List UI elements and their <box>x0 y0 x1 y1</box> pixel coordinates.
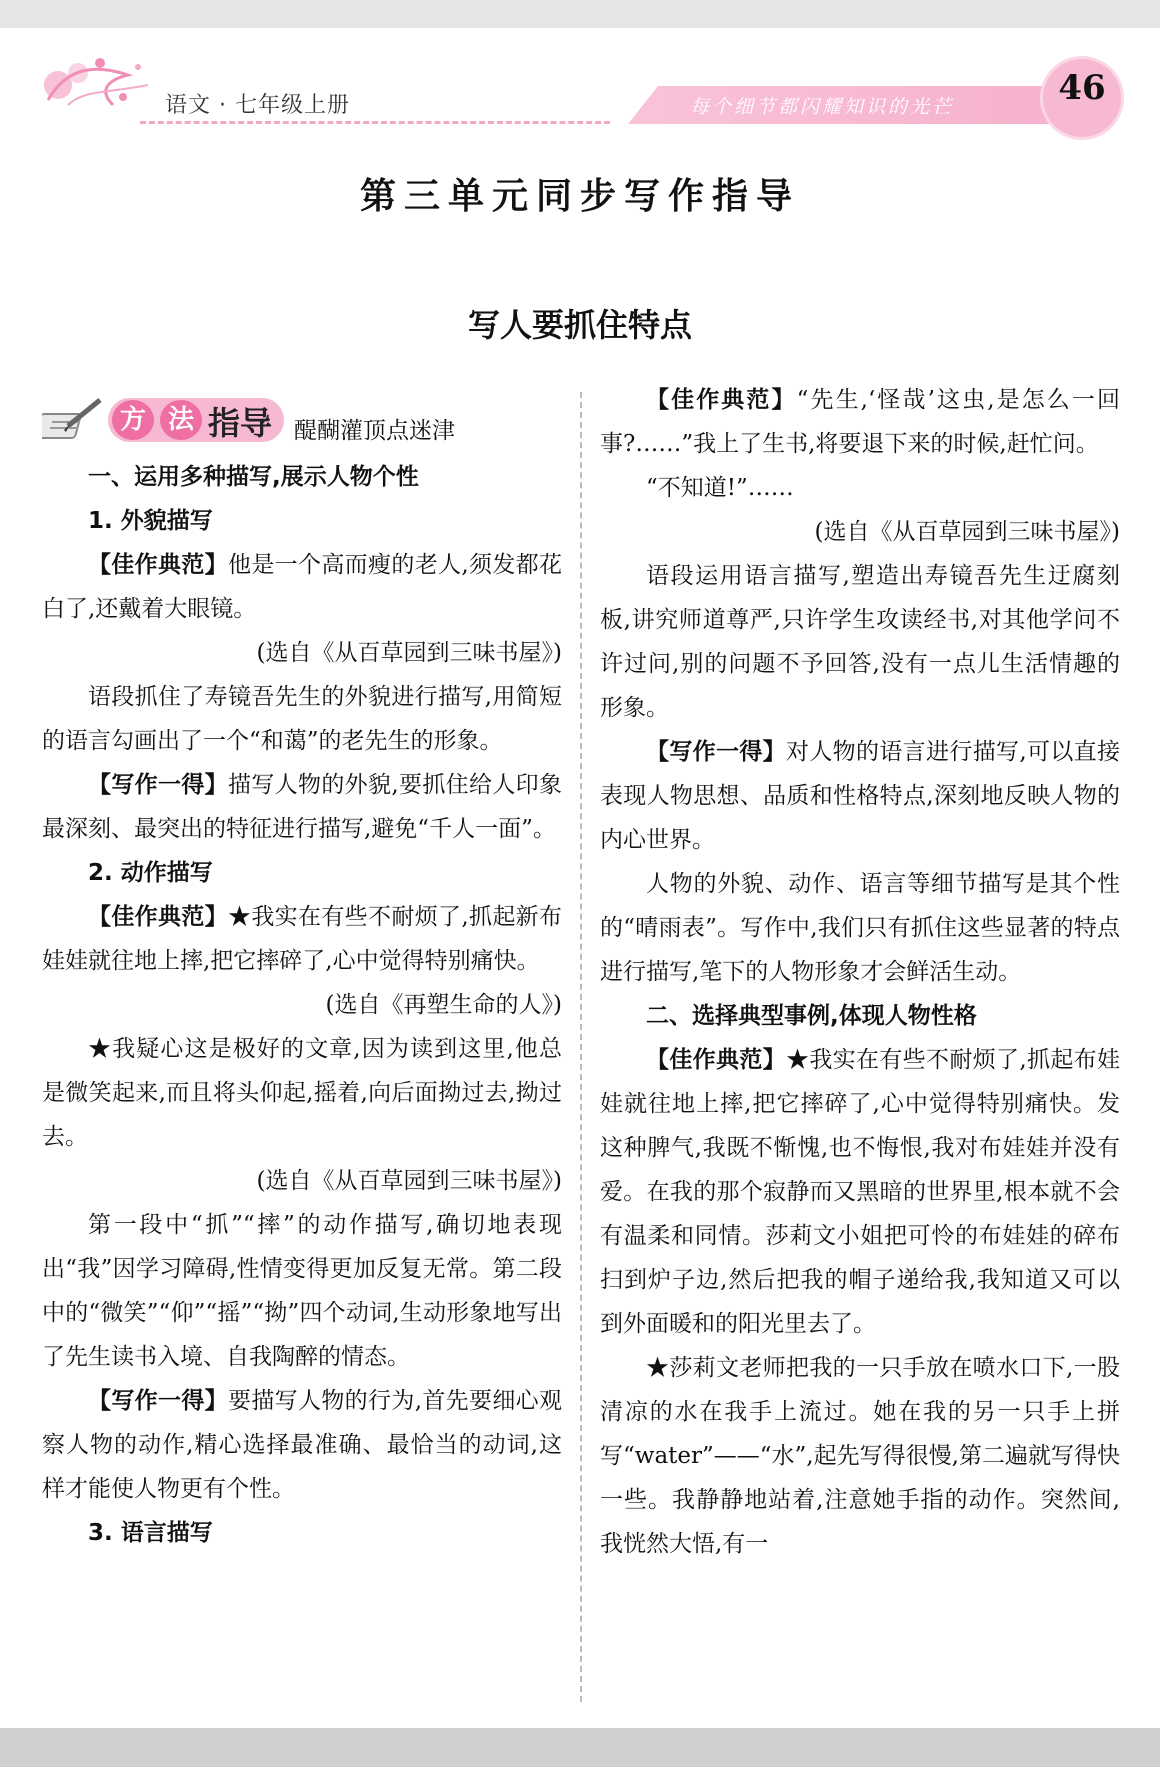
analysis-paragraph: 语段运用语言描写,塑造出寿镜吾先生迂腐刻板,讲究师道尊严,只许学生攻读经书,对其他学问不许过问,别的问题不予回答,没有一点儿生活情趣的形象。 <box>600 563 1120 721</box>
example-tag: 【佳作典范】 <box>88 904 229 930</box>
insight-paragraph <box>600 730 1120 862</box>
insight-text: 对人物的语言进行描写,可以直接表现人物思想、品质和性格特点,深刻地反映人物的内心世界。 <box>600 739 1121 853</box>
section-subtitle: 写人要抓住特点 <box>467 306 692 344</box>
slogan-text: 每个细节都闪耀知识的光芒 <box>690 96 955 118</box>
summary-paragraph: 人物的外貌、动作、语言等细节描写是其个性的“晴雨表”。写作中,我们只有抓住这些显著的特点进行描写,笔下的人物形象才会鲜活生动。 <box>600 871 1120 985</box>
page-number: 46 <box>1058 68 1106 108</box>
example-text: “先生,‘怪哉’这虫,是怎么一回事?……”我上了生书,将要退下来的时候,赶忙问。 <box>600 387 1121 457</box>
insight-tag: 【写作一得】 <box>88 772 229 798</box>
top-shadow <box>0 0 1160 28</box>
pencil-notebook-icon <box>42 396 104 442</box>
example-paragraph <box>600 378 1120 466</box>
flourish-ornament-icon <box>38 45 158 115</box>
source-citation: (选自《再塑生命的人》) <box>325 992 562 1018</box>
insight-text: 描写人物的外貌,要抓住给人印象最深刻、最突出的特征进行描写,避免“千人一面”。 <box>42 772 563 842</box>
insight-tag: 【写作一得】 <box>88 1388 229 1414</box>
bottom-shadow <box>0 1728 1160 1767</box>
badge-char-fang: 方 <box>112 400 154 440</box>
book-subject-label: 语文 · 七年级上册 <box>165 93 350 118</box>
page-title: 第三单元同步写作指导 <box>359 176 800 217</box>
example-paragraph: ★莎莉文老师把我的一只手放在喷水口下,一股清凉的水在我手上流过。她在我的另一只手上拼写“water”——“水”,起先写得很慢,第二遍就写得快一些。我静静地站着,注意她手指的动作。突然间,我恍然大悟,有一 <box>600 1355 1120 1557</box>
subheading-speech: 3. 语言描写 <box>88 1520 213 1546</box>
insight-text: 要描写人物的行为,首先要细心观察人物的动作,精心选择最准确、最恰当的动词,这样才能使人物更有个性。 <box>42 1388 563 1502</box>
example-tag: 【佳作典范】 <box>646 1047 787 1073</box>
method-guide-header <box>42 392 562 452</box>
example-paragraph: ★我疑心这是极好的文章,因为读到这里,他总是微笑起来,而且将头仰起,摇着,向后面拗过去,拗过去。 <box>42 1036 562 1150</box>
analysis-paragraph: 第一段中“抓”“摔”的动作描写,确切地表现出“我”因学习障碍,性情变得更加反复无常。第二段中的“微笑”“仰”“摇”“拗”四个动词,生动形象地写出了先生读书入境、自我陶醉的情态。 <box>42 1212 562 1370</box>
example-tag: 【佳作典范】 <box>88 552 229 578</box>
source-citation: (选自《从百草园到三味书屋》) <box>814 519 1120 545</box>
source-citation: (选自《从百草园到三味书屋》) <box>256 640 562 666</box>
guide-tagline: 醍醐灌顶点迷津 <box>294 418 455 444</box>
insight-tag: 【写作一得】 <box>646 739 787 765</box>
header-dashed-line <box>140 121 610 124</box>
example-text: ★我实在有些不耐烦了,抓起新布娃娃就往地上摔,把它摔碎了,心中觉得特别痛快。 <box>42 904 563 974</box>
example-tag: 【佳作典范】 <box>646 387 797 413</box>
column-divider <box>580 392 582 1702</box>
subheading-appearance: 1. 外貌描写 <box>88 508 213 534</box>
example-text: ★我实在有些不耐烦了,抓起布娃娃就往地上摔,把它摔碎了,心中觉得特别痛快。发这种脾气,我既不惭愧,也不悔恨,我对布娃娃并没有爱。在我的那个寂静而又黑暗的世界里,根本就不会有温柔和同情。莎莉文小姐把可怜的布娃娃的碎布扫到炉子边,然后把我的帽子递给我,我知道又可以到外面暖和的阳光里去了。 <box>600 1047 1121 1337</box>
example-paragraph <box>600 1038 1120 1346</box>
right-column <box>600 378 1120 1566</box>
left-column <box>42 455 562 1555</box>
subheading-action: 2. 动作描写 <box>88 860 213 886</box>
example-paragraph: “不知道!”…… <box>646 475 794 501</box>
source-citation: (选自《从百草园到三味书屋》) <box>256 1168 562 1194</box>
insight-paragraph <box>42 763 562 851</box>
example-paragraph <box>42 895 562 983</box>
example-paragraph <box>42 543 562 631</box>
example-text: 他是一个高而瘦的老人,须发都花白了,还戴着大眼镜。 <box>42 552 563 622</box>
analysis-paragraph: 语段抓住了寿镜吾先生的外貌进行描写,用简短的语言勾画出了一个“和蔼”的老先生的形象。 <box>42 684 562 754</box>
section-heading-1: 一、运用多种描写,展示人物个性 <box>88 464 419 490</box>
badge-text: 指导 <box>208 404 273 442</box>
section-heading-2: 二、选择典型事例,体现人物性格 <box>646 1003 977 1029</box>
insight-paragraph <box>42 1379 562 1511</box>
badge-char-fa: 法 <box>160 400 202 440</box>
